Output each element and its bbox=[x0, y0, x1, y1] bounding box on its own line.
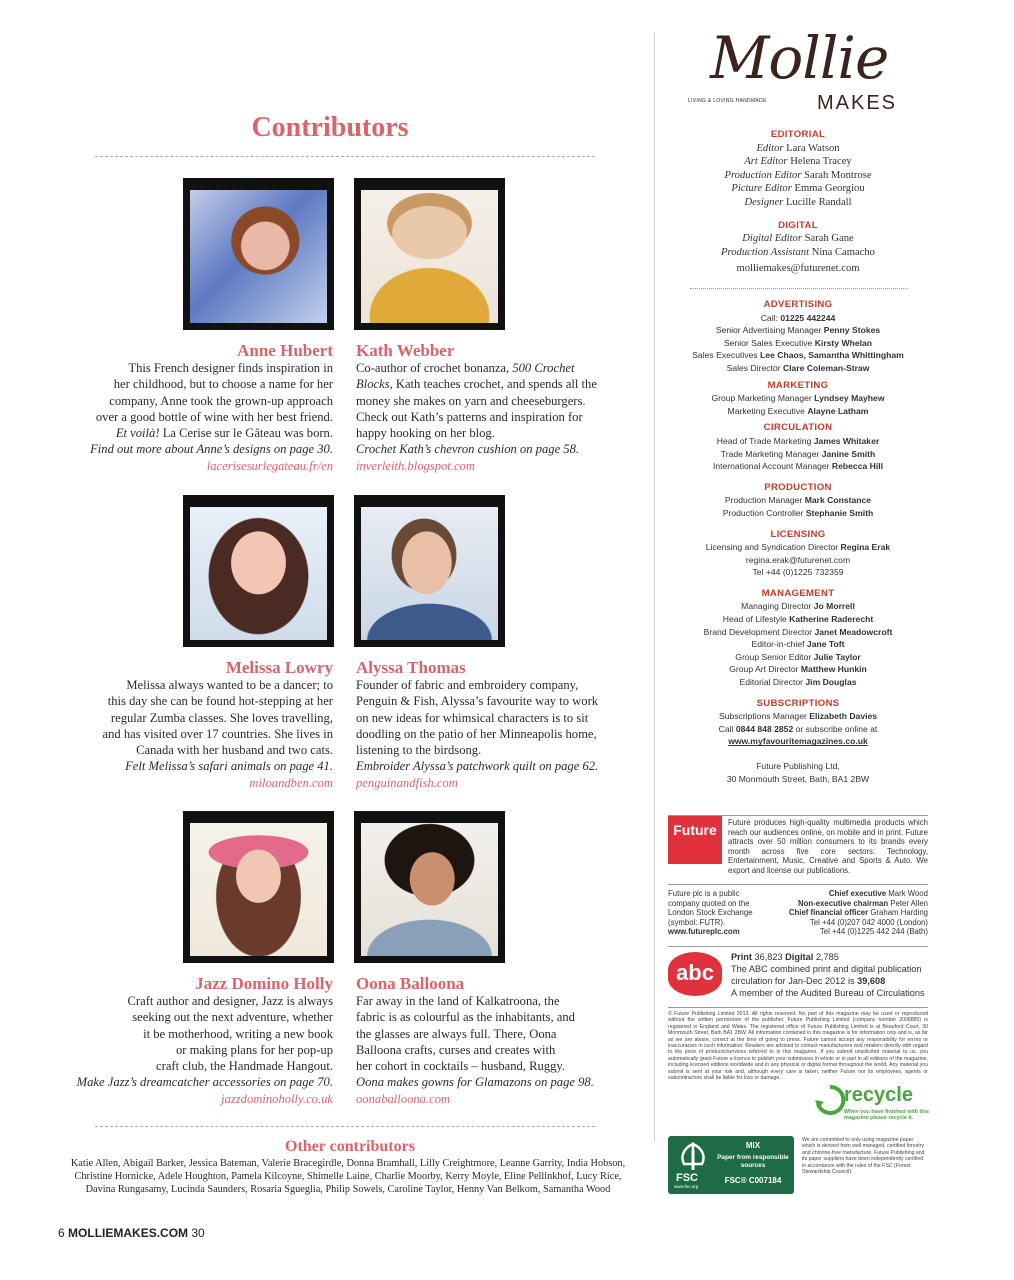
contributor-name: Alyssa Thomas bbox=[356, 658, 466, 677]
contributor-photo-jazz bbox=[183, 811, 334, 963]
page-title: Contributors bbox=[251, 112, 409, 143]
divider bbox=[668, 1007, 928, 1008]
divider bbox=[690, 288, 908, 289]
email-link[interactable]: molliemakes@futurenet.com bbox=[736, 263, 860, 275]
divider bbox=[668, 946, 928, 947]
recycle-icon bbox=[814, 1084, 846, 1116]
other-contributors-list: Katie Allen, Abigail Barker, Jessica Bateman, Valerie Bracegirdle, Donna Bramhall, Lilly Creightmore, Leanne Garrity, India Hobson, Christine Hornicke, Adele Houghton, Pamela Kilcoyne, Shimelle Laine, Charlie Moorby, Kerry Moyle, Eline Pellinkhof, Lucy Rice, Davina Rungasamy, Lucinda Saunders, Rosaria Sgueglia, Philip Sowels, Caroline Taylor, Henny Van Belkom, Samantha Wood bbox=[70, 1158, 626, 1196]
contributor-bio: Craft author and designer, Jazz is always seeking out the next adventure, whether it be motherhood, writing a new book or making plans for her pop-up craft club, the Handmade Hangout. Make Jazz’s dreamcatcher accessories on page 70. jazzdominoholly.co.uk bbox=[70, 993, 333, 1107]
page-footer: 6 MOLLIEMAKES.COM 30 bbox=[58, 1226, 205, 1240]
contributor-name: Melissa Lowry bbox=[225, 658, 333, 677]
contributor-photo-kath bbox=[354, 178, 505, 330]
executives: Chief executive Mark Wood Non-executive chairman Peter Allen Chief financial officer Graham Harding Tel +44 (0)207 042 4000 (London) Tel +44 (0)1225 442 244 (Bath) bbox=[788, 889, 928, 937]
contributor-link[interactable]: penguinandfish.com bbox=[356, 775, 458, 790]
masthead-business: ADVERTISING Call: 01225 442244 Senior Advertising Manager Penny Stokes Senior Sales Executive Kirsty Whelan Sales Executives Lee Chaos, Samantha Whittingham Sales Director Clare Coleman-Straw MARKETING Group Marketing Manager Lyndsey Mayhew Marketing Executive Alayne Latham CIRCULATION Head of Trade Marketing James Whitaker Trade Marketing Manager Janine Smith International Account Manager Rebecca Hill PRODUCTION Production Manager Mark Constance Production Controller Stephanie Smith LICENSING Licensing and Syndication Director Regina Erak regina.erak@futurenet.com Tel +44 (0)1225 732359 MANAGEMENT Managing Director Jo Morrell Head of Lifestyle Katherine Raderecht Brand Development Director Janet Meadowcroft Editor-in-chief Jane Toft Group Senior Editor Julie Taylor Group Art Director Matthew Hunkin Editorial Director Jim Douglas SUBSCRIPTIONS Subscriptions Manager Elizabeth Davies Call 0844 848 2852 or subscribe online at www.myfavouritemagazines.co.uk Future Publishing Ltd, 30 Monmouth Street, Bath, BA1 2BW bbox=[668, 299, 928, 785]
subscriptions-link[interactable]: www.myfavouritemagazines.co.uk bbox=[728, 736, 868, 747]
mollie-makes-logo: Mollie MAKES LIVING & LOVING HANDMADE bbox=[688, 24, 898, 114]
other-contributors-heading: Other contributors bbox=[285, 1138, 415, 1155]
contributor-name: Kath Webber bbox=[356, 341, 455, 360]
contributor-name: Anne Hubert bbox=[237, 341, 333, 360]
legal-text: © Future Publishing Limited 2013. All rights reserved. No part of this magazine may be used or reproduced without the written permission of the publisher. Future Publishing Limited (company number 2008885) is registered in England and Wales. The registered office of Future Publishing Limited is at Beauford Court, 30 Monmouth Street, Bath BA1 2BW. All information contained in this magazine is for information only and is, as far as we are aware, correct at the time of going to press. Future cannot accept any responsibility for errors or inaccuracies in such information. Readers are advised to contact manufacturers and retailers directly with regard to the price of products/services referred to in this magazine. If you submit unsolicited material to us, you automatically grant Future a licence to publish your submission in whole or in part in all editions of the magazine, including licensed editions worldwide and in any physical or digital format throughout the world. Any material you submit is sent at your risk and, although every care is taken, neither Future nor its employees, agents or subcontractors shall be liable for loss or damage. bbox=[668, 1011, 928, 1082]
tree-icon bbox=[674, 1142, 712, 1172]
contributor-bio: Co-author of crochet bonanza, 500 Crochet Blocks, Kath teaches crochet, and spends all the money she makes on yarn and cheeseburgers. Check out Kath’s patterns and inspiration for happy hooking on her blog. Crochet Kath’s chevron cushion on page 58. inverleith.blogspot.com bbox=[356, 360, 616, 474]
contributor-link[interactable]: oonaballoona.com bbox=[356, 1091, 451, 1106]
fsc-logo: FSC www.fsc.org MIX Paper from responsible sources FSC® C007184 bbox=[668, 1136, 794, 1194]
future-logo: Future bbox=[668, 816, 722, 864]
future-description: Future produces high-quality multimedia products which reach our audiences online, on mobile and in print. Future attracts over 50 million consumers to its brands every month across five core sectors: Technology, Entertainment, Music, Creative and Sports & Auto. We export and license our publications. bbox=[728, 818, 928, 875]
contributor-photo-oona bbox=[354, 811, 505, 963]
contributor-photo-anne bbox=[183, 178, 334, 330]
contributor-bio: Melissa always wanted to be a dancer; to this day she can be found hot-stepping at her regular Zumba classes. She loves travelling, and has visited over 17 countries. She lives in Canada with her husband and two cats. Felt Melissa’s safari animals on page 41. miloandben.com bbox=[70, 677, 333, 791]
contributor-link[interactable]: miloandben.com bbox=[249, 775, 333, 790]
fsc-statement: We are committed to only using magazine paper which is derived from well managed, certified forestry and chlorine-free manufacture. Future Publishing and its paper suppliers have been independently certified in accordance with the rules of the FSC (Forest Stewardship Council). bbox=[802, 1137, 925, 1176]
recycle-badge: recycle When you have finished with this magazine please recycle it. bbox=[812, 1082, 930, 1130]
contributor-name: Jazz Domino Holly bbox=[195, 974, 333, 993]
contributor-link[interactable]: inverleith.blogspot.com bbox=[356, 458, 475, 473]
contributor-bio: This French designer finds inspiration in her childhood, but to choose a name for her company, Anne took the grown-up approach over a good bottle of wine with her best friend. Et voilà! La Cerise sur le Gâteau was born. Find out more about Anne’s designs on page 30. lacerisesurlegateau.fr/en bbox=[70, 360, 333, 474]
contributor-name: Oona Balloona bbox=[356, 974, 465, 993]
abc-circulation: Print 36,823 Digital 2,785 The ABC combined print and digital publication circulation for Jan-Dec 2012 is 39,608 A member of the Audited Bureau of Circulations bbox=[731, 952, 925, 998]
contributor-photo-melissa bbox=[183, 495, 334, 647]
masthead-credits: EDITORIAL Editor Lara Watson Art Editor Helena Tracey Production Editor Sarah Montrose Picture Editor Emma Georgiou Designer Lucille Randall DIGITAL Digital Editor Sarah Gane Production Assistant Nina Camacho molliemakes@futurenet.com bbox=[668, 129, 928, 276]
plc-info: Future plc is a public company quoted on the London Stock Exchange (symbol: FUTR). www.futureplc.com bbox=[668, 889, 753, 937]
contributor-photo-alyssa bbox=[354, 495, 505, 647]
contributor-link[interactable]: jazzdominoholly.co.uk bbox=[221, 1091, 333, 1106]
divider bbox=[95, 1126, 595, 1127]
divider bbox=[668, 884, 928, 885]
contributor-bio: Founder of fabric and embroidery company, Penguin & Fish, Alyssa’s favourite way to work on new ideas for whimsical characters is to sit doodling on the patio of her Minneapolis home, listening to the birdsong. Embroider Alyssa’s patchwork quilt on page 62. penguinandfish.com bbox=[356, 677, 621, 791]
abc-logo: abc bbox=[668, 952, 722, 996]
contributor-link[interactable]: lacerisesurlegateau.fr/en bbox=[206, 458, 333, 473]
contributor-bio: Far away in the land of Kalkatroona, the fabric is as colourful as the inhabitants, and the glasses are always full. There, Oona Balloona crafts, curses and creates with her cohort in cocktails – husband, Ruggy. Oona makes gowns for Glamazons on page 98. oonaballoona.com bbox=[356, 993, 621, 1107]
divider bbox=[95, 156, 595, 157]
licensing-email[interactable]: regina.erak@futurenet.com bbox=[745, 554, 851, 565]
column-divider bbox=[654, 32, 655, 1142]
